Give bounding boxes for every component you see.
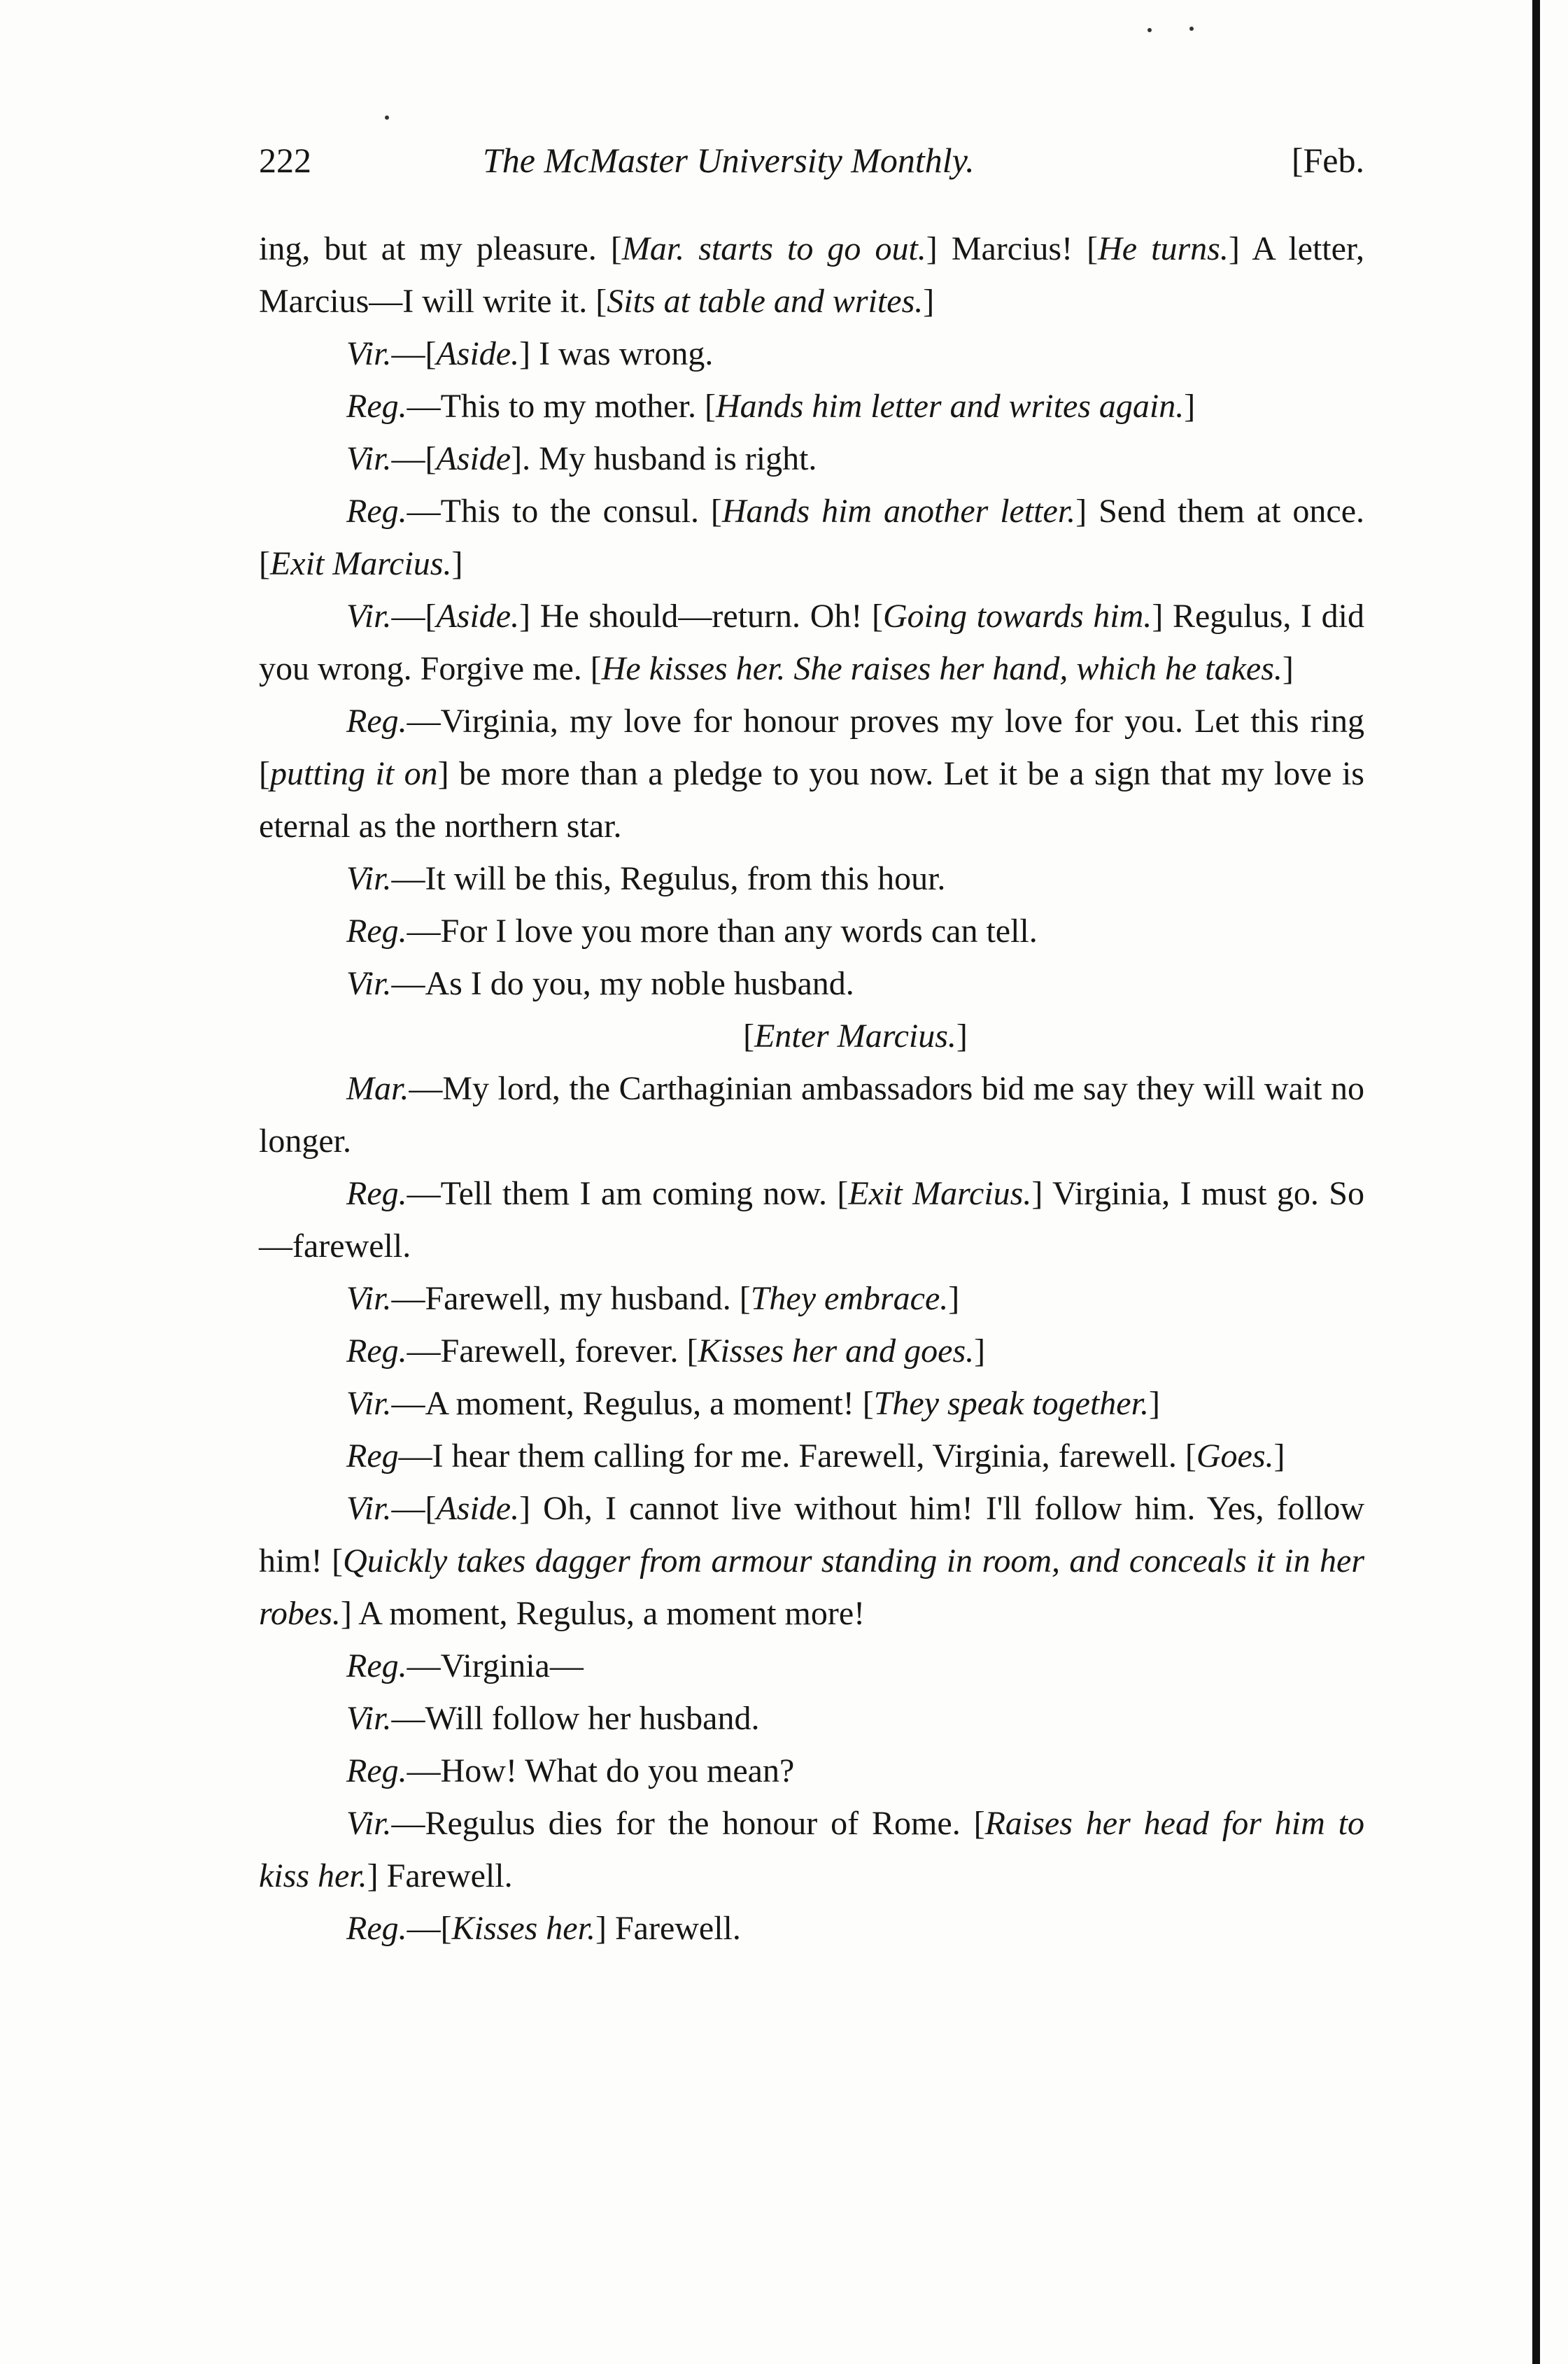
stage-direction: Hands him letter and writes again.: [715, 388, 1185, 425]
dialogue-text: [: [1087, 230, 1099, 267]
scan-speck: [1189, 27, 1194, 31]
dialogue-paragraph: [259, 1062, 1364, 1167]
scan-speck: [1147, 28, 1152, 32]
dialogue-text: ] He should—return. Oh! [: [519, 598, 884, 635]
dialogue-paragraph: [259, 1692, 1364, 1745]
dialogue-paragraph: [259, 852, 1364, 905]
stage-direction: Going towards him.: [883, 598, 1152, 635]
dialogue-paragraph: [259, 1640, 1364, 1692]
dialogue-paragraph: [259, 590, 1364, 695]
stage-direction: Raises her head for him to kiss her.: [259, 1805, 1364, 1894]
dialogue-text: ] Farewell.: [595, 1910, 741, 1947]
issue-month: [Feb.: [1291, 141, 1364, 180]
dialogue-text: [: [610, 230, 622, 267]
speaker-name: Reg.: [346, 1647, 407, 1684]
speaker-name: Mar.: [346, 1070, 409, 1107]
dialogue-text: ]: [923, 283, 935, 320]
dialogue-text: ]: [974, 1332, 986, 1370]
dialogue-text: —[: [391, 1490, 437, 1527]
dialogue-text: —My lord, the Carthaginian ambassadors bid me say they will wait no longer.: [259, 1070, 1364, 1160]
stage-direction: Mar. starts to go out.: [621, 230, 926, 267]
speaker-name: Reg.: [346, 1332, 407, 1370]
speaker-name: Vir.: [346, 335, 392, 372]
dialogue-text: —Virginia—: [407, 1647, 584, 1684]
speaker-name: Vir.: [346, 1280, 392, 1317]
speaker-name: Vir.: [346, 1490, 392, 1527]
speaker-name: Reg.: [346, 388, 407, 425]
stage-direction: Kisses her.: [451, 1910, 595, 1947]
dialogue-paragraph: [259, 957, 1364, 1010]
dialogue-text: —Farewell, forever. [: [407, 1332, 698, 1370]
dialogue-paragraph: [259, 1430, 1364, 1482]
dialogue-text: ] Regulus, I did you wrong. Forgive me. [: [259, 598, 1364, 687]
dialogue-text: —How! What do you mean?: [407, 1752, 795, 1789]
dialogue-text: ] Send them at once. [: [259, 493, 1364, 582]
dialogue-paragraph: [259, 223, 1364, 328]
dialogue-text: —For I love you more than any words can tell.: [407, 913, 1038, 950]
dialogue-text: —It will be this, Regulus, from this hour.: [391, 860, 946, 897]
dialogue-text: ] be more than a pledge to you now. Let it be a sign that my love is eternal as the northern star.: [259, 755, 1364, 845]
journal-title: The McMaster University Monthly.: [483, 141, 975, 180]
dialogue-text: ]: [956, 1018, 968, 1055]
dialogue-paragraph: [259, 1167, 1364, 1272]
dialogue-text: —Tell them I am coming now. [: [407, 1175, 849, 1212]
dialogue-text: —Will follow her husband.: [391, 1700, 760, 1737]
dialogue-text: ] Marcius!: [926, 230, 1087, 267]
running-header: [259, 140, 1364, 196]
stage-direction: Hands him another letter.: [721, 493, 1076, 530]
stage-direction: They embrace.: [750, 1280, 949, 1317]
dialogue-text: ] A letter, Marcius—I will write it. [: [259, 230, 1364, 320]
stage-direction: Quickly takes dagger from armour standing in room, and conceals it in her robes.: [259, 1542, 1365, 1632]
stage-direction-line: [259, 1010, 1364, 1062]
stage-direction: Aside: [436, 440, 511, 477]
dialogue-paragraph: [259, 905, 1364, 957]
stage-direction: Aside.: [436, 335, 520, 372]
scan-edge-bar: [1532, 0, 1540, 2364]
dialogue-text: —[: [391, 440, 437, 477]
speaker-name: Reg.: [346, 1910, 407, 1947]
dialogue-text: ] Oh, I cannot live without him! I'll follow him. Yes, follow him! [: [259, 1490, 1364, 1579]
dialogue-paragraph: [259, 1272, 1364, 1325]
dialogue-text: ]: [451, 545, 463, 582]
dialogue-paragraph: [259, 1377, 1364, 1430]
dialogue-text: —As I do you, my noble husband.: [391, 965, 854, 1002]
stage-direction: He turns.: [1098, 230, 1229, 267]
speaker-name: Vir.: [346, 860, 392, 897]
speaker-name: Reg.: [346, 1175, 407, 1212]
dialogue-text: ]. My husband is right.: [511, 440, 817, 477]
stage-direction: Exit Marcius.: [848, 1175, 1032, 1212]
stage-direction: Aside.: [436, 1490, 520, 1527]
dialogue-text: ing, but at my pleasure.: [259, 230, 611, 267]
dialogue-paragraph: [259, 1482, 1364, 1640]
speaker-name: Reg.: [346, 1752, 407, 1789]
dialogue-text: [: [743, 1018, 755, 1055]
dialogue-text: —This to my mother. [: [407, 388, 716, 425]
dialogue-paragraph: [259, 485, 1364, 590]
stage-direction: Goes.: [1196, 1437, 1274, 1475]
dialogue-paragraph: [259, 328, 1364, 380]
speaker-name: Vir.: [346, 1805, 392, 1842]
dialogue-text: —Regulus dies for the honour of Rome. [: [391, 1805, 985, 1842]
speaker-name: Vir.: [346, 598, 392, 635]
stage-direction: Aside.: [436, 598, 520, 635]
dialogue-paragraph: [259, 1797, 1364, 1902]
dialogue-text: ]: [1184, 388, 1196, 425]
speaker-name: Vir.: [346, 440, 392, 477]
dialogue-paragraph: [259, 380, 1364, 432]
stage-direction: Enter Marcius.: [754, 1018, 956, 1055]
dialogue-text: —I hear them calling for me. Farewell, Virginia, farewell. [: [398, 1437, 1196, 1475]
scan-speck: [385, 115, 389, 120]
speaker-name: Reg.: [346, 703, 407, 740]
dialogue-text: ]: [1273, 1437, 1285, 1475]
dialogue-text: —This to the consul. [: [407, 493, 722, 530]
dialogue-text: —[: [391, 598, 437, 635]
dialogue-paragraph: [259, 1902, 1364, 1955]
stage-direction: putting it on: [269, 755, 438, 792]
dialogue-paragraph: [259, 1325, 1364, 1377]
stage-direction: He kisses her. She raises her hand, which he takes.: [601, 650, 1283, 687]
dialogue-text: —Farewell, my husband. [: [391, 1280, 751, 1317]
speaker-name: Reg: [346, 1437, 399, 1475]
dialogue-text: —[: [391, 335, 437, 372]
speaker-name: Vir.: [346, 1385, 392, 1422]
stage-direction: Exit Marcius.: [269, 545, 452, 582]
stage-direction: Kisses her and goes.: [698, 1332, 975, 1370]
stage-direction: They speak together.: [873, 1385, 1149, 1422]
speaker-name: Reg.: [346, 493, 407, 530]
dialogue-text: —Virginia, my love for honour proves my love for you. Let this ring [: [259, 703, 1364, 792]
dialogue-text: ]: [948, 1280, 960, 1317]
page-number: 222: [259, 141, 311, 180]
dialogue-text: —A moment, Regulus, a moment! [: [391, 1385, 874, 1422]
speaker-name: Reg.: [346, 913, 407, 950]
dialogue-text: ] I was wrong.: [519, 335, 714, 372]
dialogue-text: —[: [407, 1910, 452, 1947]
speaker-name: Vir.: [346, 965, 392, 1002]
dialogue-text: ] Virginia, I must go. So—farewell.: [259, 1175, 1365, 1265]
dialogue-text: ] A moment, Regulus, a moment more!: [340, 1595, 866, 1632]
dialogue-text: ] Farewell.: [367, 1857, 513, 1894]
play-text: [259, 223, 1364, 1955]
dialogue-text: ]: [1148, 1385, 1160, 1422]
dialogue-paragraph: [259, 432, 1364, 485]
dialogue-paragraph: [259, 695, 1364, 852]
document-page: [259, 140, 1364, 1955]
dialogue-text: ]: [1282, 650, 1294, 687]
dialogue-paragraph: [259, 1745, 1364, 1797]
speaker-name: Vir.: [346, 1700, 392, 1737]
stage-direction: Sits at table and writes.: [607, 283, 924, 320]
